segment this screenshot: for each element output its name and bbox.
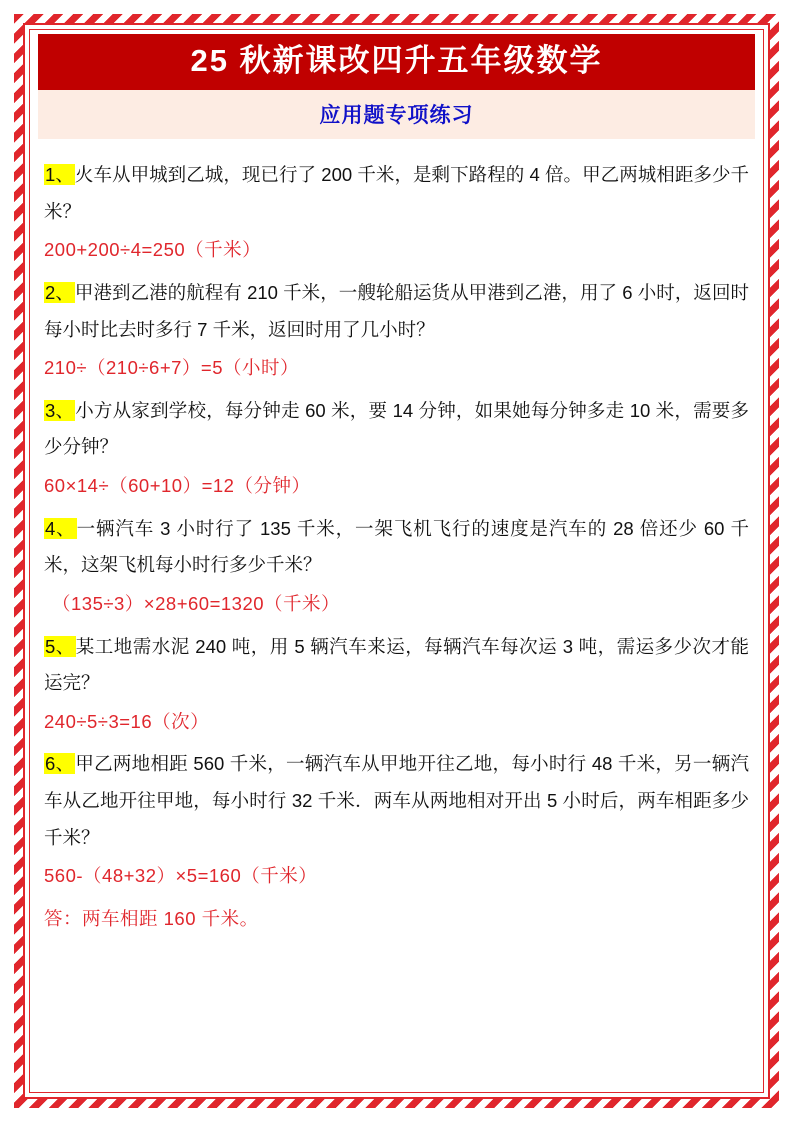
page-title: 25 秋新课改四升五年级数学 xyxy=(38,34,755,90)
problem-answer: 210÷（210÷6+7）=5（小时） xyxy=(44,357,300,379)
problem-answer: 240÷5÷3=16（次） xyxy=(44,710,210,732)
problem-number: 6、 xyxy=(45,753,75,775)
problem-answer: 60×14÷（60+10）=12（分钟） xyxy=(44,475,311,497)
problem-text: 甲乙两地相距 560 千米，一辆汽车从甲地开往乙地，每小时行 48 千米，另一辆汽车从乙地开往甲地，每小时行 32 千米．两车从两地相对开出 5 小时后，两车相距多少千米？ xyxy=(44,753,749,848)
problem-text: 火车从甲城到乙城，现已行了 200 千米，是剩下路程的 4 倍。甲乙两城相距多少千米？ xyxy=(44,164,750,222)
problem-item xyxy=(44,511,749,584)
problem-answer: 560-（48+32）×5=160（千米） xyxy=(44,865,318,887)
problem-number: 5、 xyxy=(45,635,75,657)
problem-number: 1、 xyxy=(45,164,74,186)
problem-number: 2、 xyxy=(45,281,74,303)
problem-answer: （135÷3）×28+60=1320（千米） xyxy=(52,592,341,614)
problem-text: 某工地需水泥 240 吨，用 5 辆汽车来运，每辆汽车每次运 3 吨，需运多少次才能运完？ xyxy=(44,635,749,694)
problem-text: 甲港到乙港的航程有 210 千米，一艘轮船运货从甲港到乙港，用了 6 小时，返回时每小时比去时多行 7 千米，返回时用了几小时？ xyxy=(44,281,750,340)
problem-item xyxy=(44,275,749,348)
problem-list xyxy=(38,145,755,938)
problem-item xyxy=(44,157,749,230)
page-subtitle: 应用题专项练习 xyxy=(38,90,755,139)
problem-item xyxy=(44,393,749,466)
problem-number: 3、 xyxy=(45,399,75,421)
problem-answer-statement: 答：两车相距 160 千米。 xyxy=(44,907,259,929)
problem-text: 小方从家到学校，每分钟走 60 米，要 14 分钟，如果她每分钟多走 10 米，需要多少分钟？ xyxy=(44,399,749,458)
problem-item xyxy=(44,629,749,702)
problem-text: 一辆汽车 3 小时行了 135 千米，一架飞机飞行的速度是汽车的 28 倍还少 60 千米，这架飞机每小时行多少千米？ xyxy=(44,517,749,576)
problem-number: 4、 xyxy=(45,517,76,539)
document-content xyxy=(38,34,755,1092)
problem-answer: 200+200÷4=250（千米） xyxy=(44,239,262,261)
problem-item xyxy=(44,746,749,856)
